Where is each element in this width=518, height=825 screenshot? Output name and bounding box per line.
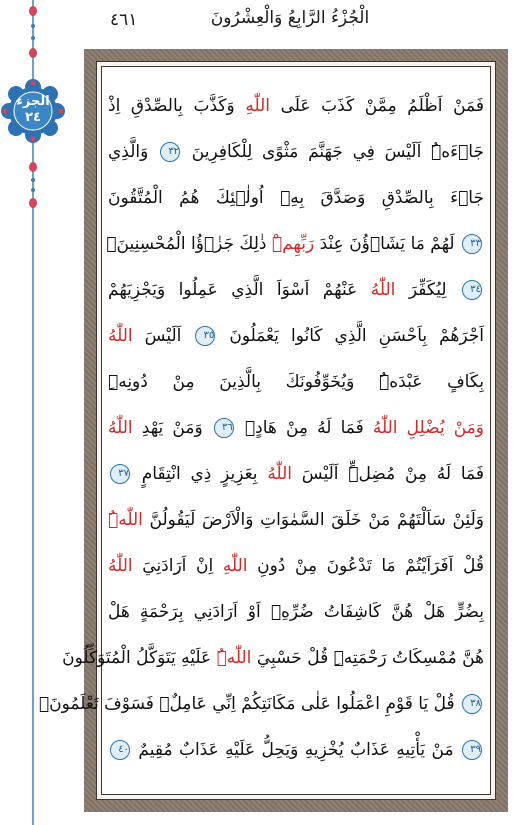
text-line: [108, 730, 484, 770]
text-segment: هُنَّ مُمْسِكَاتُ رَحْمَتِهِۜ قُلْ حَسْبِيَ: [251, 648, 484, 668]
quran-text-block: [38, 86, 485, 776]
text-line: [108, 316, 484, 356]
ayah-number-marker: ٣٤: [462, 280, 482, 300]
ayah-number-marker: ٣٢: [160, 142, 180, 162]
text-segment: ذٰلِكَ جَزٰۤؤُا الْمُحْسِنِينَۚ: [106, 234, 272, 254]
text-segment: بِكَافٍ عَبْدَهُۜ وَيُخَوِّفُونَكَ بِالَّذِينَ مِنْ دُونِهِۜ: [108, 372, 484, 392]
ayah-number-marker: ٤٠: [110, 740, 130, 760]
text-line: [108, 408, 484, 448]
text-segment: وَكَذَّبَ بِالصِّدْقِ اِذْ: [108, 96, 246, 116]
text-segment: اِنْ اَرَادَنِيَ: [132, 556, 223, 576]
text-segment: قُلْ اَفَرَاَيْتُمْ مَا تَدْعُونَ مِنْ دُونِ: [247, 556, 484, 576]
text-segment: فَمَنْ اَظْلَمُ مِمَّنْ كَذَبَ عَلَى: [269, 96, 484, 116]
text-segment: عَنْهُمْ اَسْوَاَ الَّذِي عَمِلُوا وَيَجْزِيَهُمْ: [108, 280, 371, 300]
text-line: [108, 500, 484, 540]
text-segment: جَاۤءَهُۜ اَلَيْسَ فِي جَهَنَّمَ مَثْوًى لِلْكَافِرِينَ: [182, 142, 484, 162]
text-segment: لِيُكَفِّرَ: [395, 280, 460, 300]
divine-name: اللّٰهُ: [370, 280, 396, 300]
text-segment: اَجْرَهُمْ بِاَحْسَنِ الَّذِي كَانُوا يَعْمَلُونَ: [217, 326, 485, 346]
text-segment: فَمَا لَهُ مِنْ هَادٍۚ: [235, 418, 373, 438]
text-line: [108, 132, 484, 172]
text-line: [108, 270, 484, 310]
text-segment: مَنْ يَأْتِيهِ عَذَابٌ يُخْزِيهِ وَيَحِلُّ عَلَيْهِ عَذَابٌ مُقِيمٌ: [132, 740, 460, 760]
text-line: [108, 362, 484, 402]
text-segment: وَمَنْ يَهْدِ: [132, 418, 212, 438]
text-line: [108, 178, 484, 218]
juz-word: الجزء: [16, 94, 50, 109]
text-segment: عَلَيْهِ يَتَوَكَّلُ الْمُتَوَكِّلُونَ: [62, 648, 217, 668]
text-line: [62, 638, 484, 678]
text-line: [108, 592, 484, 632]
ayah-number-marker: ٣٧: [110, 464, 130, 484]
text-line: [108, 86, 484, 126]
text-segment: جَاۤءَ بِالصِّدْقِ وَصَدَّقَ بِهِۤ اُولٰۤئِكَ هُمُ الْمُتَّقُونَ: [108, 188, 484, 208]
divine-name: اللّٰهِ: [222, 556, 248, 576]
divine-name: وَمَنْ يُضْلِلِ اللّٰهُ: [372, 418, 484, 438]
divine-name: رَبِّهِمْۜ: [271, 234, 315, 254]
text-line: [38, 684, 484, 724]
text-segment: بِضُرٍّ هَلْ هُنَّ كَاشِفَاتُ ضُرِّهِۤ اَوْ اَرَادَنِي بِرَحْمَةٍ هَلْ: [108, 602, 484, 622]
divine-name: اللّٰهُ: [267, 464, 292, 484]
text-segment: فَمَا لَهُ مِنْ مُضِلٍّۜ اَلَيْسَ: [291, 464, 485, 484]
ayah-number-marker: ٣٨: [462, 694, 482, 714]
text-line: [108, 546, 484, 586]
ayah-number-marker: ٣٥: [195, 326, 215, 346]
text-segment: لَهُمْ مَا يَشَاۤؤُنَ عِنْدَ: [314, 234, 460, 254]
ayah-number-marker: ٣٩: [462, 740, 482, 760]
text-segment: وَالَّذِي: [108, 142, 159, 162]
divine-name: اللّٰهُ: [108, 418, 133, 438]
running-title: الْجُزْءُ الرَّابِعُ وَالْعِشْرُونَ: [210, 8, 370, 28]
divine-name: اللّٰهُ: [108, 326, 133, 346]
text-segment: اَلَيْسَ: [132, 326, 194, 346]
ayah-number-marker: ٣٣: [462, 234, 482, 254]
divine-name: اللّٰهُۜ: [216, 648, 252, 668]
text-segment: قُلْ يَا قَوْمِ اعْمَلُوا عَلٰى مَكَانَتِكُمْ اِنِّي عَامِلٌۚ فَسَوْفَ تَعْلَمُونَۙ: [38, 694, 460, 714]
text-segment: بِعَزِيزٍ ذِي انْتِقَامٍ: [132, 464, 268, 484]
divine-name: اللّٰهِ: [245, 96, 270, 116]
page-number: ٤٦١: [110, 10, 138, 30]
divine-name: اللّٰهُ: [108, 556, 133, 576]
juz-medallion: [0, 78, 66, 144]
text-line: [108, 454, 484, 494]
divine-name: اللّٰهُۜ: [108, 510, 143, 530]
ayah-number-marker: ٣٦: [214, 418, 234, 438]
text-line: [108, 224, 484, 264]
juz-number: ٢٤: [25, 110, 41, 125]
juz-label: [0, 94, 66, 126]
text-segment: وَلَئِنْ سَاَلْتَهُمْ مَنْ خَلَقَ السَّمٰوَاتِ وَالْاَرْضَ لَيَقُولُنَّ: [142, 510, 484, 530]
